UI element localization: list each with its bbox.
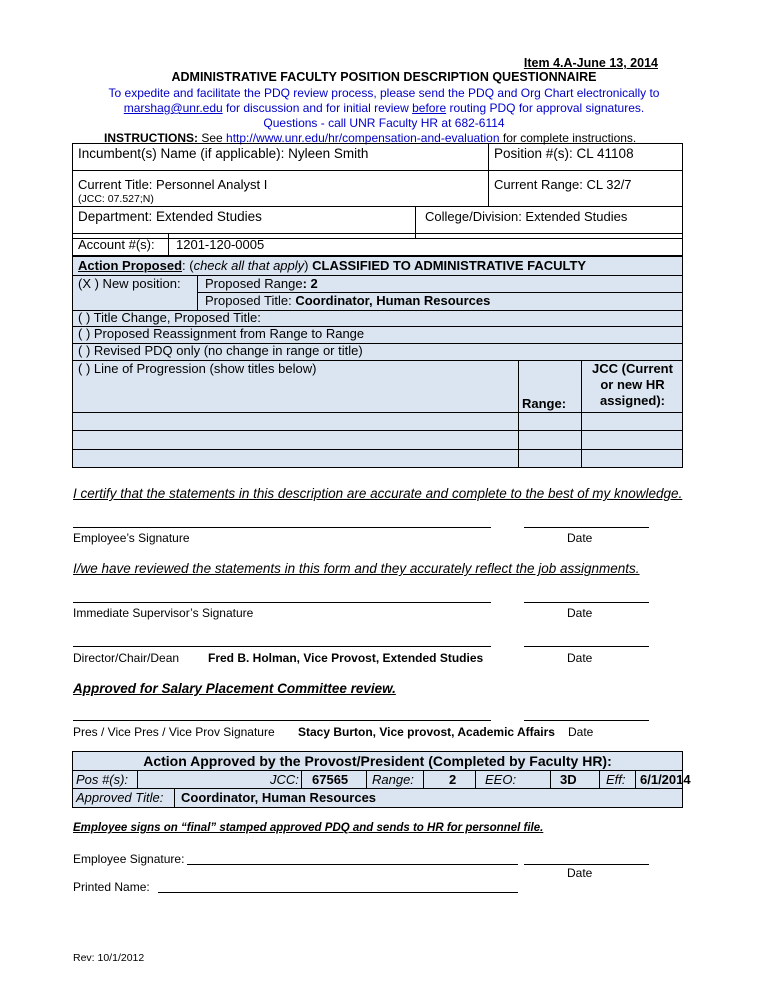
department: Department: Extended Studies	[78, 209, 262, 224]
director-signature-line[interactable]	[73, 646, 491, 647]
account-row	[72, 233, 683, 256]
current-range: Current Range: CL 32/7	[494, 177, 632, 192]
reassignment: ( ) Proposed Reassignment from Range to Range	[78, 326, 365, 341]
director-date-label: Date	[567, 651, 593, 665]
final-date-line[interactable]	[524, 864, 649, 865]
action-proposed-header: Action Proposed: (check all that apply) CLASSIFIED TO ADMINISTRATIVE FACULTY	[78, 258, 587, 273]
director-label: Director/Chair/Dean	[73, 651, 180, 665]
approved-statement: Approved for Salary Placement Committee review.	[73, 681, 396, 696]
pres-date-label: Date	[568, 725, 594, 739]
supervisor-signature-line[interactable]	[73, 602, 491, 603]
director-name: Fred B. Holman, Vice Provost, Extended Studies	[208, 651, 484, 665]
printed-name-label: Printed Name:	[73, 880, 150, 894]
proposed-title: Proposed Title: Coordinator, Human Resources	[205, 293, 491, 308]
employee-signature-line[interactable]	[73, 527, 491, 528]
revision-date: Rev: 10/1/2012	[73, 952, 145, 964]
final-statement: Employee signs on “final” stamped approved PDQ and sends to HR for personnel file.	[73, 822, 544, 834]
employee-date-line[interactable]	[524, 527, 649, 528]
eeo-value: 3D	[560, 772, 577, 787]
line-of-progression: ( ) Line of Progression (show titles below)	[78, 361, 317, 376]
pos-label: Pos #(s):	[76, 772, 129, 787]
college-division: College/Division: Extended Studies	[425, 209, 628, 224]
jcc-header: JCC (Current or new HR assigned):	[592, 361, 673, 408]
printed-name-line[interactable]	[158, 892, 518, 893]
instructions-line: INSTRUCTIONS: See http://www.unr.edu/hr/compensation-and-evaluation for complete instructions.	[104, 131, 637, 145]
item-number: Item 4.A-June 13, 2014	[523, 56, 658, 70]
approved-title-label: Approved Title:	[76, 790, 164, 805]
position-number: Position #(s): CL 41108	[494, 146, 634, 161]
final-employee-signature-label: Employee Signature:	[73, 852, 185, 866]
pres-name: Stacy Burton, Vice provost, Academic Affairs	[298, 725, 555, 739]
eff-label: Eff:	[606, 772, 626, 787]
employee-date-label: Date	[567, 531, 593, 545]
director-date-line[interactable]	[524, 646, 649, 647]
account-value: 1201-120-0005	[176, 237, 265, 252]
range-header: Range:	[522, 396, 567, 411]
instructions-link[interactable]: http://www.unr.edu/hr/compensation-and-evaluation	[226, 131, 500, 145]
range-label: Range:	[372, 772, 414, 787]
form-title: ADMINISTRATIVE FACULTY POSITION DESCRIPTION QUESTIONNAIRE	[171, 70, 597, 84]
questions-line: Questions - call UNR Faculty HR at 682-6114	[263, 116, 505, 130]
eeo-label: EEO:	[485, 772, 517, 787]
review-statement: I/we have reviewed the statements in this form and they accurately reflect the job assignments.	[73, 561, 640, 576]
final-employee-signature-line[interactable]	[187, 864, 518, 865]
range-value: 2	[449, 772, 457, 787]
email-link[interactable]: marshag@unr.edu	[123, 101, 223, 115]
incumbent-name: Incumbent(s) Name (if applicable): Nyleen Smith	[78, 146, 369, 161]
supervisor-signature-label: Immediate Supervisor’s Signature	[73, 606, 254, 620]
title-change: ( ) Title Change, Proposed Title:	[78, 310, 261, 325]
new-position: (X ) New position:	[78, 276, 181, 291]
intro-line-1: To expedite and facilitate the PDQ review process, please send the PDQ and Org Chart electronically to	[108, 86, 660, 100]
intro-line-2: marshag@unr.edu for discussion and for initial review before routing PDQ for approval signatures.	[123, 101, 645, 115]
proposed-range: Proposed Range: 2	[205, 276, 318, 291]
approved-title-value: Coordinator, Human Resources	[181, 790, 377, 805]
supervisor-date-line[interactable]	[524, 602, 649, 603]
account-label: Account #(s):	[78, 237, 155, 252]
supervisor-date-label: Date	[567, 606, 593, 620]
jcc-value: 67565	[312, 772, 349, 787]
revised-pdq: ( ) Revised PDQ only (no change in range or title)	[78, 343, 363, 358]
certify-statement: I certify that the statements in this description are accurate and complete to the best of my knowledge.	[73, 486, 683, 501]
action-approved-title: Action Approved by the Provost/President (Completed by Faculty HR):	[143, 753, 612, 769]
jcc-label: JCC:	[270, 772, 299, 787]
final-date-label: Date	[567, 866, 593, 880]
pres-date-line[interactable]	[524, 720, 649, 721]
pres-signature-line[interactable]	[73, 720, 491, 721]
current-title: Current Title: Personnel Analyst I	[78, 177, 268, 192]
jcc-code: (JCC: 07.527;N)	[78, 193, 154, 205]
employee-signature-label: Employee’s Signature	[73, 531, 190, 545]
pres-label: Pres / Vice Pres / Vice Prov Signature	[73, 725, 275, 739]
eff-value: 6/1/2014	[640, 772, 691, 787]
